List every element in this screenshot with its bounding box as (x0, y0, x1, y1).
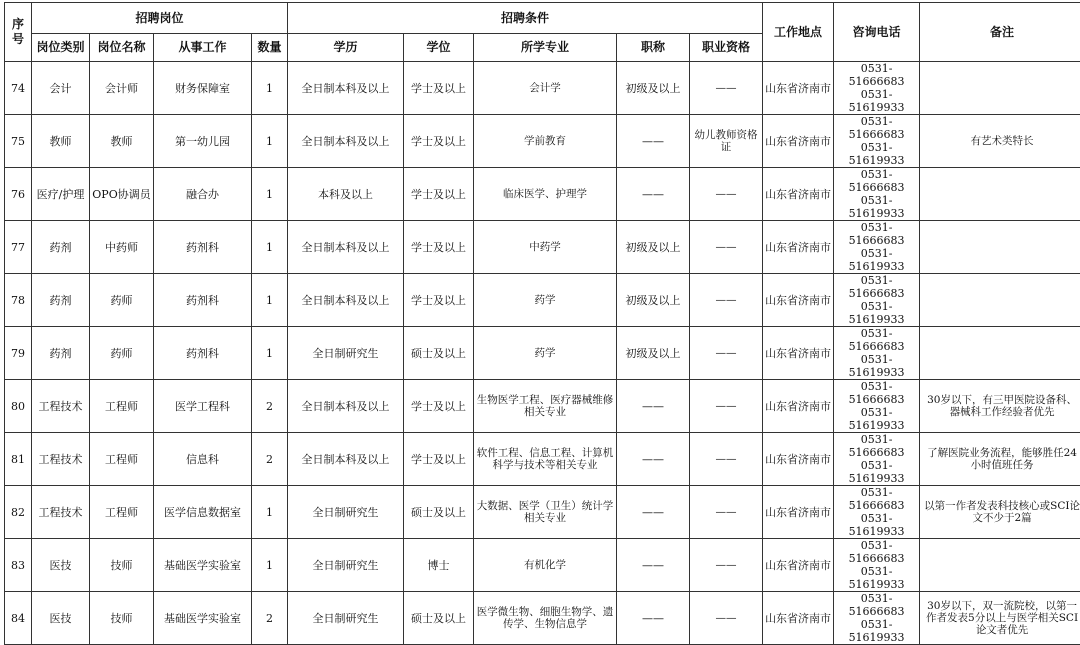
cell-location: 山东省济南市 (763, 539, 834, 592)
cell-count: 1 (252, 274, 288, 327)
cell-degree: 硕士及以上 (404, 592, 474, 645)
cell-qualification: —— (690, 592, 763, 645)
table-row (5, 539, 1080, 592)
cell-qualification: —— (690, 62, 763, 115)
phone-line-1: 0531-51666683 (836, 592, 917, 618)
table-row (5, 274, 1080, 327)
cell-work: 药剂科 (154, 221, 252, 274)
cell-category: 药剂 (32, 221, 90, 274)
phone-line-2: 0531-51619933 (836, 512, 917, 538)
cell-location: 山东省济南市 (763, 221, 834, 274)
cell-phone (834, 592, 920, 645)
cell-phone (834, 62, 920, 115)
cell-degree: 学士及以上 (404, 274, 474, 327)
cell-category: 医技 (32, 592, 90, 645)
header-title: 岗位名称 (90, 34, 154, 62)
phone-line-2: 0531-51619933 (836, 247, 917, 273)
cell-phone (834, 433, 920, 486)
cell-seq: 76 (5, 168, 32, 221)
cell-seq: 74 (5, 62, 32, 115)
cell-qualification: —— (690, 274, 763, 327)
cell-degree: 学士及以上 (404, 433, 474, 486)
cell-work: 药剂科 (154, 327, 252, 380)
cell-location: 山东省济南市 (763, 433, 834, 486)
table-row (5, 592, 1080, 645)
cell-major: 药学 (474, 274, 617, 327)
phone-line-2: 0531-51619933 (836, 141, 917, 167)
cell-qualification: —— (690, 486, 763, 539)
cell-location: 山东省济南市 (763, 592, 834, 645)
cell-major: 有机化学 (474, 539, 617, 592)
cell-major: 学前教育 (474, 115, 617, 168)
cell-notes: 以第一作者发表科技核心或SCI论文不少于2篇 (920, 486, 1080, 539)
phone-line-1: 0531-51666683 (836, 327, 917, 353)
table-row (5, 327, 1080, 380)
cell-major: 生物医学工程、医疗器械维修相关专业 (474, 380, 617, 433)
cell-notes: 30岁以下，双一流院校，以第一作者发表5分以上与医学相关SCI论文者优先 (920, 592, 1080, 645)
cell-category: 医疗/护理 (32, 168, 90, 221)
cell-rank: —— (617, 115, 690, 168)
cell-rank: —— (617, 486, 690, 539)
cell-major: 软件工程、信息工程、计算机科学与技术等相关专业 (474, 433, 617, 486)
table-body (5, 62, 1080, 645)
cell-work: 医学工程科 (154, 380, 252, 433)
cell-degree: 硕士及以上 (404, 486, 474, 539)
cell-qualification: —— (690, 539, 763, 592)
cell-education: 全日制研究生 (288, 327, 404, 380)
cell-location: 山东省济南市 (763, 380, 834, 433)
cell-count: 2 (252, 592, 288, 645)
cell-phone (834, 486, 920, 539)
header-degree: 学位 (404, 34, 474, 62)
cell-major: 临床医学、护理学 (474, 168, 617, 221)
cell-rank: 初级及以上 (617, 62, 690, 115)
table-row (5, 433, 1080, 486)
cell-qualification: —— (690, 380, 763, 433)
cell-phone (834, 539, 920, 592)
cell-location: 山东省济南市 (763, 486, 834, 539)
cell-notes (920, 221, 1080, 274)
cell-location: 山东省济南市 (763, 327, 834, 380)
cell-title: 工程师 (90, 433, 154, 486)
phone-line-1: 0531-51666683 (836, 486, 917, 512)
cell-count: 2 (252, 433, 288, 486)
cell-seq: 82 (5, 486, 32, 539)
header-count: 数量 (252, 34, 288, 62)
cell-rank: —— (617, 168, 690, 221)
phone-line-1: 0531-51666683 (836, 380, 917, 406)
cell-notes: 了解医院业务流程，能够胜任24小时值班任务 (920, 433, 1080, 486)
cell-category: 工程技术 (32, 380, 90, 433)
cell-title: 会计师 (90, 62, 154, 115)
cell-notes (920, 62, 1080, 115)
cell-degree: 博士 (404, 539, 474, 592)
cell-title: 药师 (90, 327, 154, 380)
cell-title: 工程师 (90, 486, 154, 539)
cell-location: 山东省济南市 (763, 115, 834, 168)
header-group-position: 招聘岗位 (32, 3, 288, 34)
cell-education: 全日制本科及以上 (288, 62, 404, 115)
cell-education: 全日制本科及以上 (288, 274, 404, 327)
cell-education: 全日制研究生 (288, 486, 404, 539)
cell-work: 药剂科 (154, 274, 252, 327)
phone-line-2: 0531-51619933 (836, 459, 917, 485)
cell-degree: 学士及以上 (404, 221, 474, 274)
cell-seq: 77 (5, 221, 32, 274)
cell-category: 教师 (32, 115, 90, 168)
cell-degree: 学士及以上 (404, 62, 474, 115)
cell-qualification: 幼儿教师资格证 (690, 115, 763, 168)
header-qualification: 职业资格 (690, 34, 763, 62)
header-category: 岗位类别 (32, 34, 90, 62)
cell-qualification: —— (690, 433, 763, 486)
cell-location: 山东省济南市 (763, 168, 834, 221)
cell-count: 1 (252, 486, 288, 539)
cell-title: 工程师 (90, 380, 154, 433)
cell-work: 财务保障室 (154, 62, 252, 115)
cell-notes: 有艺术类特长 (920, 115, 1080, 168)
cell-education: 全日制本科及以上 (288, 221, 404, 274)
cell-title: 技师 (90, 592, 154, 645)
cell-category: 医技 (32, 539, 90, 592)
cell-qualification: —— (690, 221, 763, 274)
cell-education: 全日制本科及以上 (288, 433, 404, 486)
cell-location: 山东省济南市 (763, 274, 834, 327)
cell-phone (834, 221, 920, 274)
phone-line-2: 0531-51619933 (836, 194, 917, 220)
phone-line-1: 0531-51666683 (836, 62, 917, 88)
cell-rank: 初级及以上 (617, 221, 690, 274)
cell-work: 信息科 (154, 433, 252, 486)
cell-seq: 79 (5, 327, 32, 380)
cell-work: 基础医学实验室 (154, 592, 252, 645)
cell-category: 药剂 (32, 327, 90, 380)
cell-rank: —— (617, 433, 690, 486)
header-location: 工作地点 (763, 3, 834, 62)
cell-phone (834, 168, 920, 221)
table-row (5, 221, 1080, 274)
table-row (5, 380, 1080, 433)
cell-title: OPO协调员 (90, 168, 154, 221)
cell-work: 基础医学实验室 (154, 539, 252, 592)
cell-count: 1 (252, 168, 288, 221)
cell-title: 中药师 (90, 221, 154, 274)
phone-line-2: 0531-51619933 (836, 565, 917, 591)
cell-count: 1 (252, 62, 288, 115)
cell-degree: 学士及以上 (404, 380, 474, 433)
cell-major: 大数据、医学（卫生）统计学相关专业 (474, 486, 617, 539)
header-rank: 职称 (617, 34, 690, 62)
cell-major: 会计学 (474, 62, 617, 115)
cell-category: 会计 (32, 62, 90, 115)
cell-count: 1 (252, 115, 288, 168)
phone-line-1: 0531-51666683 (836, 274, 917, 300)
phone-line-2: 0531-51619933 (836, 618, 917, 644)
cell-notes (920, 274, 1080, 327)
cell-seq: 78 (5, 274, 32, 327)
cell-rank: 初级及以上 (617, 327, 690, 380)
cell-notes (920, 327, 1080, 380)
cell-category: 药剂 (32, 274, 90, 327)
cell-rank: 初级及以上 (617, 274, 690, 327)
cell-work: 医学信息数据室 (154, 486, 252, 539)
cell-phone (834, 380, 920, 433)
cell-qualification: —— (690, 327, 763, 380)
cell-degree: 硕士及以上 (404, 327, 474, 380)
header-seq: 序号 (5, 3, 32, 62)
cell-degree: 学士及以上 (404, 168, 474, 221)
header-major: 所学专业 (474, 34, 617, 62)
phone-line-1: 0531-51666683 (836, 168, 917, 194)
cell-notes: 30岁以下，有三甲医院设备科、器械科工作经验者优先 (920, 380, 1080, 433)
phone-line-2: 0531-51619933 (836, 406, 917, 432)
phone-line-1: 0531-51666683 (836, 433, 917, 459)
header-notes: 备注 (920, 3, 1080, 62)
table-row (5, 168, 1080, 221)
phone-line-1: 0531-51666683 (836, 221, 917, 247)
header-group-conditions: 招聘条件 (288, 3, 763, 34)
header-education: 学历 (288, 34, 404, 62)
cell-qualification: —— (690, 168, 763, 221)
cell-phone (834, 327, 920, 380)
table-row (5, 62, 1080, 115)
header-phone: 咨询电话 (834, 3, 920, 62)
cell-count: 1 (252, 539, 288, 592)
cell-seq: 75 (5, 115, 32, 168)
cell-rank: —— (617, 592, 690, 645)
table-header (5, 3, 1080, 62)
cell-notes (920, 539, 1080, 592)
phone-line-2: 0531-51619933 (836, 88, 917, 114)
cell-title: 教师 (90, 115, 154, 168)
cell-seq: 84 (5, 592, 32, 645)
cell-notes (920, 168, 1080, 221)
phone-line-1: 0531-51666683 (836, 115, 917, 141)
cell-work: 第一幼儿园 (154, 115, 252, 168)
cell-education: 全日制本科及以上 (288, 115, 404, 168)
cell-education: 全日制研究生 (288, 592, 404, 645)
cell-count: 2 (252, 380, 288, 433)
cell-category: 工程技术 (32, 486, 90, 539)
cell-major: 医学微生物、细胞生物学、遗传学、生物信息学 (474, 592, 617, 645)
header-work: 从事工作 (154, 34, 252, 62)
recruitment-table (4, 2, 1080, 645)
cell-title: 药师 (90, 274, 154, 327)
cell-title: 技师 (90, 539, 154, 592)
phone-line-1: 0531-51666683 (836, 539, 917, 565)
table-row (5, 115, 1080, 168)
cell-education: 全日制研究生 (288, 539, 404, 592)
cell-education: 本科及以上 (288, 168, 404, 221)
phone-line-2: 0531-51619933 (836, 300, 917, 326)
cell-education: 全日制本科及以上 (288, 380, 404, 433)
cell-count: 1 (252, 327, 288, 380)
cell-rank: —— (617, 539, 690, 592)
cell-phone (834, 115, 920, 168)
cell-phone (834, 274, 920, 327)
table-row (5, 486, 1080, 539)
cell-location: 山东省济南市 (763, 62, 834, 115)
cell-seq: 80 (5, 380, 32, 433)
cell-major: 中药学 (474, 221, 617, 274)
cell-category: 工程技术 (32, 433, 90, 486)
cell-work: 融合办 (154, 168, 252, 221)
cell-seq: 81 (5, 433, 32, 486)
cell-rank: —— (617, 380, 690, 433)
cell-degree: 学士及以上 (404, 115, 474, 168)
cell-count: 1 (252, 221, 288, 274)
cell-seq: 83 (5, 539, 32, 592)
cell-major: 药学 (474, 327, 617, 380)
phone-line-2: 0531-51619933 (836, 353, 917, 379)
